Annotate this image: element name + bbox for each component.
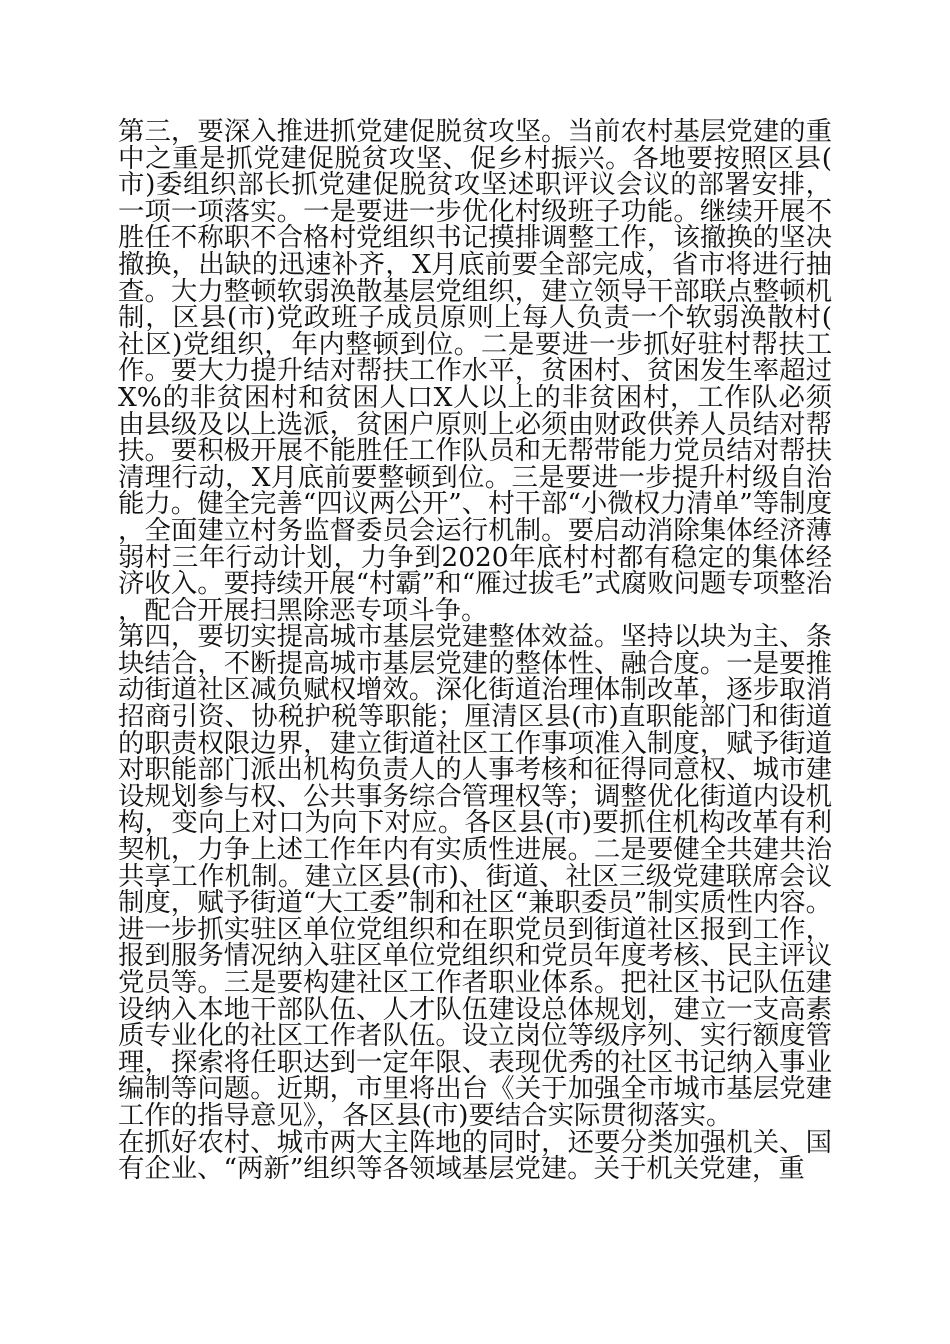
paragraph-rural-poverty: 第三，要深入推进抓党建促脱贫攻坚。当前农村基层党建的重中之重是抓党建促脱贫攻坚、促乡村振兴。各地要按照区县(市)委组织部长抓党建促脱贫攻坚述职评议会议的部署安排，一项一项落实。一是要进一步优化村级班子功能。继续开展不胜任不称职不合格村党组织书记摸排调整工作，该撤换的坚决撤换，出缺的迅速补齐，X月底前要全部完成，省市将进行抽查。大力整顿软弱涣散基层党组织，建立领导干部联点整顿机制，区县(市)党政班子成员原则上每人负责一个软弱涣散村(社区)党组织，年内整顿到位。二是要进一步抓好驻村帮扶工作。要大力提升结对帮扶工作水平，贫困村、贫困发生率超过X%的非贫困村和贫困人口X人以上的非贫困村，工作队必须由县级及以上选派，贫困户原则上必须由财政供养人员结对帮扶。要积极开展不能胜任工作队员和无帮带能力党员结对帮扶清理行动，X月底前要整顿到位。三是要进一步提升村级自治能力。健全完善“四议两公开”、村干部“小微权力清单”等制度，全面建立村务监督委员会运行机制。要启动消除集体经济薄弱村三年行动计划，力争到2020年底村村都有稳定的集体经济收入。要持续开展“村霸”和“雁过拔毛”式腐败问题专项整治，配合开展扫黑除恶专项斗争。 — [118, 116, 832, 626]
paragraph-urban-party-building: 第四，要切实提高城市基层党建整体效益。坚持以块为主、条块结合，不断提高城市基层党建的整体性、融合度。一是要推动街道社区减负赋权增效。深化街道治理体制改革，逐步取消招商引资、协税护税等职能；厘清区县(市)直职能部门和街道的职责权限边界，建立街道社区工作事项准入制度，赋予街道对职能部门派出机构负责人的人事考核和征得同意权、城市建设规划参与权、公共事务综合管理权等；调整优化街道内设机构，变向上对口为向下对应。各区县(市)要抓住机构改革有利契机，力争上述工作年内有实质性进展。二是要健全共建共治共享工作机制。建立区县(市)、街道、社区三级党建联席会议制度，赋予街道“大工委”制和社区“兼职委员”制实质性内容。进一步抓实驻区单位党组织和在职党员到街道社区报到工作，报到服务情况纳入驻区单位党组织和党员年度考核、民主评议党员等。三是要构建社区工作者职业体系。把社区书记队伍建设纳入本地干部队伍、人才队伍建设总体规划，建立一支高素质专业化的社区工作者队伍。设立岗位等级序列、实行额度管理，探索将任职达到一定年限、表现优秀的社区书记纳入事业编制等问题。近期，市里将出台《关于加强全市城市基层党建工作的指导意见》，各区县(市)要结合实际贯彻落实。 — [118, 621, 832, 1131]
paragraph-other-sectors: 在抓好农村、城市两大主阵地的同时，还要分类加强机关、国有企业、“两新”组织等各领域基层党建。关于机关党建，重 — [118, 1126, 832, 1185]
document-body — [118, 116, 832, 1185]
